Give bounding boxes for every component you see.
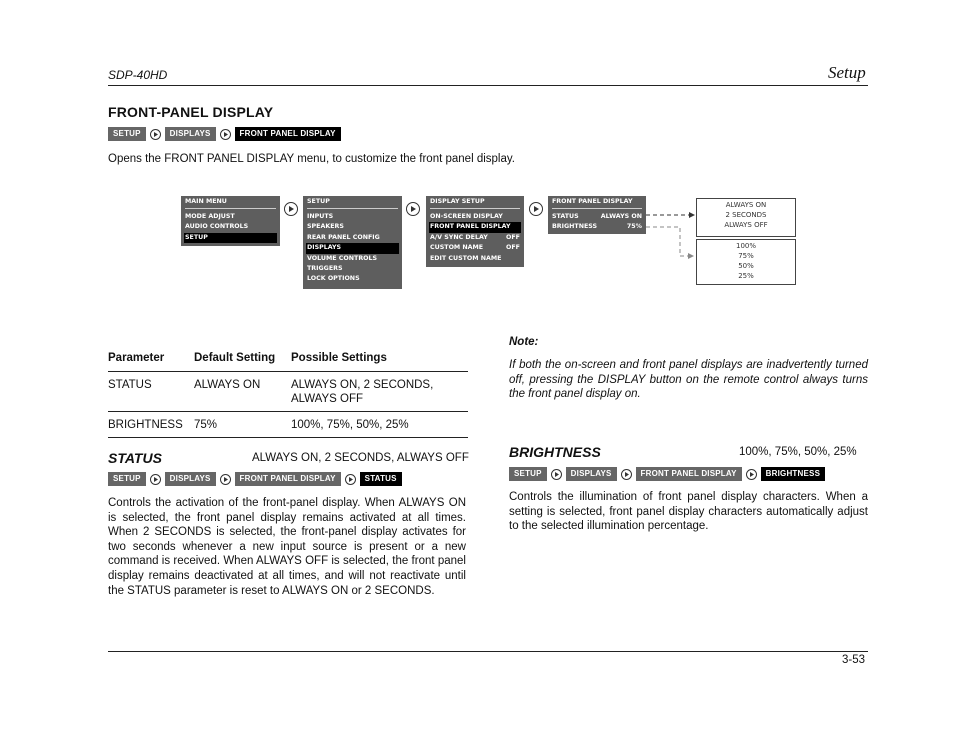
- status-heading: STATUS: [108, 450, 162, 466]
- front-panel-display-panel: [548, 196, 646, 234]
- display-setup-panel: [426, 196, 524, 267]
- table-cell: ALWAYS ON: [194, 372, 291, 412]
- arrow-right-icon: [220, 129, 231, 140]
- setup-menu-title: SETUP: [307, 196, 398, 209]
- breadcrumb: [108, 472, 402, 486]
- menu-item: VOLUME CONTROLS: [307, 254, 378, 262]
- footer-rule: [108, 651, 868, 652]
- intro-text: Opens the FRONT PANEL DISPLAY menu, to customize the front panel display.: [108, 153, 515, 165]
- brightness-description: Controls the illumination of front panel display characters. When a setting is selected, front panel display characters automatically adjust to the selected illumination percentage.: [509, 491, 868, 533]
- menu-item: INPUTS: [307, 213, 334, 220]
- menu-item: TRIGGERS: [307, 265, 343, 273]
- option-connectors: [646, 210, 698, 260]
- crumb-setup: SETUP: [108, 127, 146, 141]
- crumb-status: STATUS: [360, 472, 402, 486]
- table-header-row: [108, 352, 468, 372]
- option-value: 2 SECONDS: [725, 211, 767, 219]
- crumb-displays: DISPLAYS: [165, 472, 216, 486]
- breadcrumb: [108, 127, 341, 141]
- column-header: Default Setting: [194, 352, 291, 372]
- table-cell: BRIGHTNESS: [108, 412, 194, 438]
- section-title: Setup: [828, 63, 866, 82]
- menu-item: A/V SYNC DELAY OFF: [430, 233, 520, 241]
- option-value: 50%: [738, 262, 754, 270]
- menu-item: STATUS ALWAYS ON: [552, 213, 642, 220]
- note-text: If both the on-screen and front panel displays are inadvertently turned off, pressing the DISPLAY button on the remote control always turns the front panel display on.: [509, 359, 868, 401]
- table-cell: 100%, 75%, 50%, 25%: [291, 412, 468, 438]
- menu-item: AUDIO CONTROLS: [185, 223, 249, 231]
- menu-item-selected: DISPLAYS: [306, 243, 399, 253]
- menu-item: MODE ADJUST: [185, 213, 235, 220]
- header-rule: [108, 85, 868, 86]
- front-panel-display-title: FRONT PANEL DISPLAY: [552, 196, 642, 209]
- crumb-front-panel-display: FRONT PANEL DISPLAY: [235, 127, 341, 141]
- arrow-right-icon: [746, 469, 757, 480]
- crumb-setup: SETUP: [509, 467, 547, 481]
- option-value: ALWAYS ON: [725, 201, 767, 209]
- arrow-right-icon: [551, 469, 562, 480]
- option-value: 25%: [738, 272, 754, 280]
- brightness-options-box: [696, 239, 796, 285]
- arrow-right-icon: [406, 202, 420, 216]
- main-menu-panel: [181, 196, 280, 246]
- arrow-right-icon: [284, 202, 298, 216]
- menu-item: REAR PANEL CONFIG: [307, 233, 380, 241]
- menu-item-selected: SETUP: [184, 233, 277, 243]
- page-number: 3-53: [842, 654, 866, 666]
- menu-item: BRIGHTNESS 75%: [552, 223, 642, 231]
- table-row: [108, 372, 468, 412]
- arrow-right-icon: [621, 469, 632, 480]
- arrow-right-icon: [529, 202, 543, 216]
- arrow-right-icon: [345, 474, 356, 485]
- table-cell: ALWAYS ON, 2 SECONDS, ALWAYS OFF: [291, 372, 468, 412]
- option-value: 100%: [735, 242, 756, 250]
- arrow-right-icon: [220, 474, 231, 485]
- parameter-table: [108, 352, 468, 438]
- brightness-heading: BRIGHTNESS: [509, 444, 601, 460]
- crumb-front-panel-display: FRONT PANEL DISPLAY: [235, 472, 341, 486]
- brightness-values: 100%, 75%, 50%, 25%: [739, 446, 857, 458]
- model-name: SDP-40HD: [108, 68, 168, 82]
- table-cell: 75%: [194, 412, 291, 438]
- table-row: [108, 412, 468, 438]
- crumb-displays: DISPLAYS: [566, 467, 617, 481]
- status-description: Controls the activation of the front-panel display. When ALWAYS ON is selected, the front panel display remains activated at all times. When 2 SECONDS is selected, the front-panel display activates for two seconds whenever a new input source is present or a new command is received. When ALWAYS OFF is selected, the front panel display remains deactivated at all times, and will not reactivate until the STATUS parameter is reset to ALWAYS ON or 2 SECONDS.: [108, 497, 466, 597]
- menu-item: CUSTOM NAME OFF: [430, 244, 520, 252]
- breadcrumb: [509, 467, 825, 481]
- status-values: ALWAYS ON, 2 SECONDS, ALWAYS OFF: [252, 452, 469, 464]
- option-value: 75%: [738, 252, 754, 260]
- menu-item: EDIT CUSTOM NAME: [430, 254, 502, 262]
- status-options-box: [696, 198, 796, 237]
- menu-item: ON-SCREEN DISPLAY: [430, 213, 503, 220]
- main-menu-title: MAIN MENU: [185, 196, 276, 209]
- menu-item-selected: FRONT PANEL DISPLAY: [429, 222, 521, 232]
- crumb-displays: DISPLAYS: [165, 127, 216, 141]
- menu-item: SPEAKERS: [307, 223, 344, 231]
- option-value: ALWAYS OFF: [724, 221, 768, 229]
- crumb-setup: SETUP: [108, 472, 146, 486]
- crumb-front-panel-display: FRONT PANEL DISPLAY: [636, 467, 742, 481]
- display-setup-title: DISPLAY SETUP: [430, 196, 520, 209]
- arrow-right-icon: [150, 129, 161, 140]
- menu-item: LOCK OPTIONS: [307, 275, 360, 283]
- arrow-right-icon: [150, 474, 161, 485]
- setup-menu-panel: [303, 196, 402, 289]
- crumb-brightness: BRIGHTNESS: [761, 467, 825, 481]
- column-header: Parameter: [108, 352, 194, 372]
- page-title: FRONT-PANEL DISPLAY: [108, 104, 274, 120]
- table-cell: STATUS: [108, 372, 194, 412]
- column-header: Possible Settings: [291, 352, 468, 372]
- note-heading: Note:: [509, 336, 539, 348]
